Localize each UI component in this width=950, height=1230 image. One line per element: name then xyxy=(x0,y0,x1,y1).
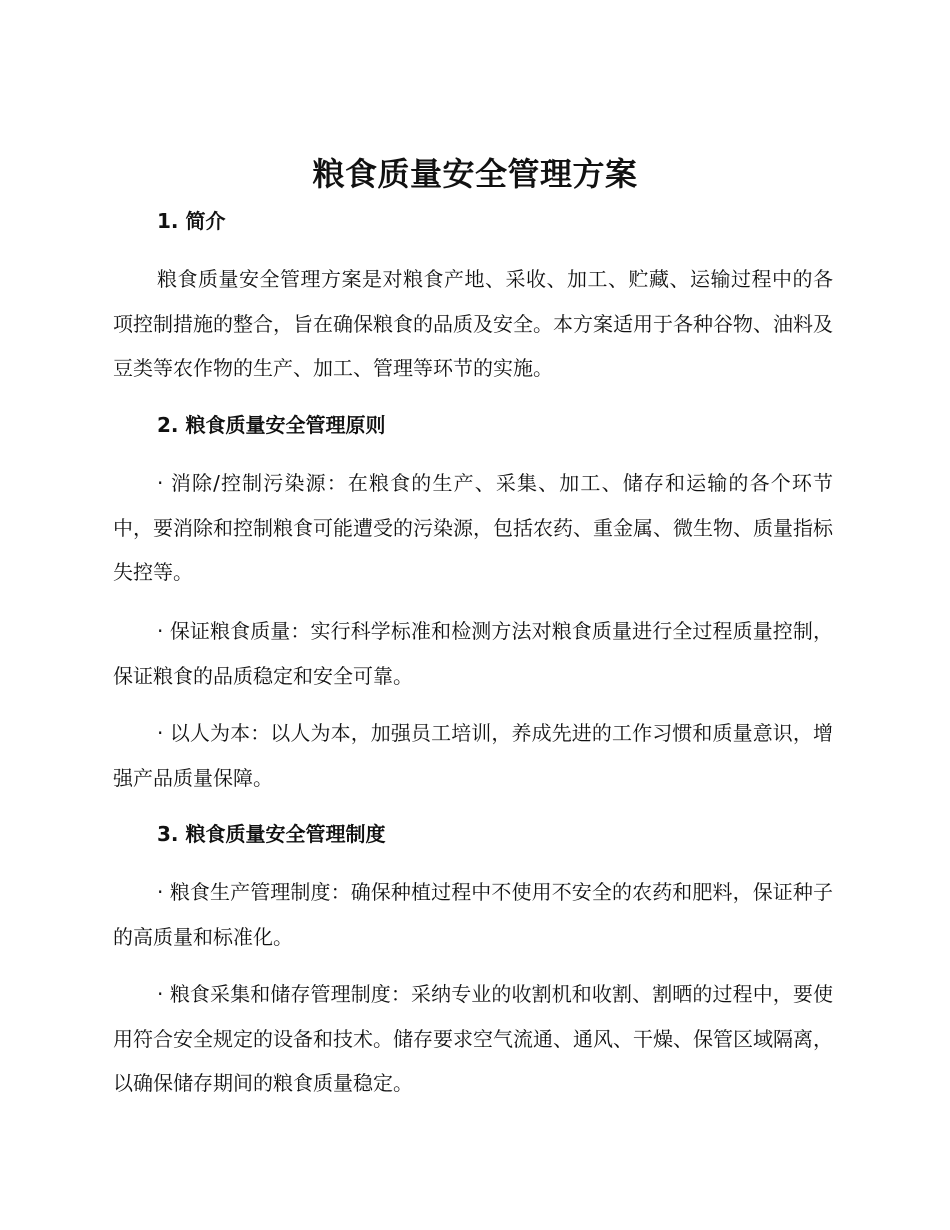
paragraph-system-production: · 粮食生产管理制度：确保种植过程中不使用不安全的农药和肥料，保证种子的高质量和标准化。 xyxy=(113,880,833,949)
document-title: 粮食质量安全管理方案 xyxy=(312,155,638,193)
paragraph-principle-people: · 以人为本：以人为本，加强员工培训，养成先进的工作习惯和质量意识，增强产品质量保障。 xyxy=(113,721,833,790)
paragraph-intro: 粮食质量安全管理方案是对粮食产地、采收、加工、贮藏、运输过程中的各项控制措施的整合，旨在确保粮食的品质及安全。本方案适用于各种谷物、油料及豆类等农作物的生产、加工、管理等环节的实施。 xyxy=(113,267,833,380)
paragraph-system-storage: · 粮食采集和储存管理制度：采纳专业的收割机和收割、割晒的过程中，要使用符合安全规定的设备和技术。储存要求空气流通、通风、干燥、保管区域隔离，以确保储存期间的粮食质量稳定。 xyxy=(113,982,833,1095)
section-heading-principles: 2. 粮食质量安全管理原则 xyxy=(157,413,386,437)
section-heading-intro: 1. 简介 xyxy=(157,209,226,233)
paragraph-principle-pollution: · 消除/控制污染源：在粮食的生产、采集、加工、储存和运输的各个环节中，要消除和控制粮食可能遭受的污染源，包括农药、重金属、微生物、质量指标失控等。 xyxy=(113,471,833,584)
paragraph-principle-quality: · 保证粮食质量：实行科学标准和检测方法对粮食质量进行全过程质量控制，保证粮食的品质稳定和安全可靠。 xyxy=(113,619,833,688)
section-heading-systems: 3. 粮食质量安全管理制度 xyxy=(157,822,386,846)
